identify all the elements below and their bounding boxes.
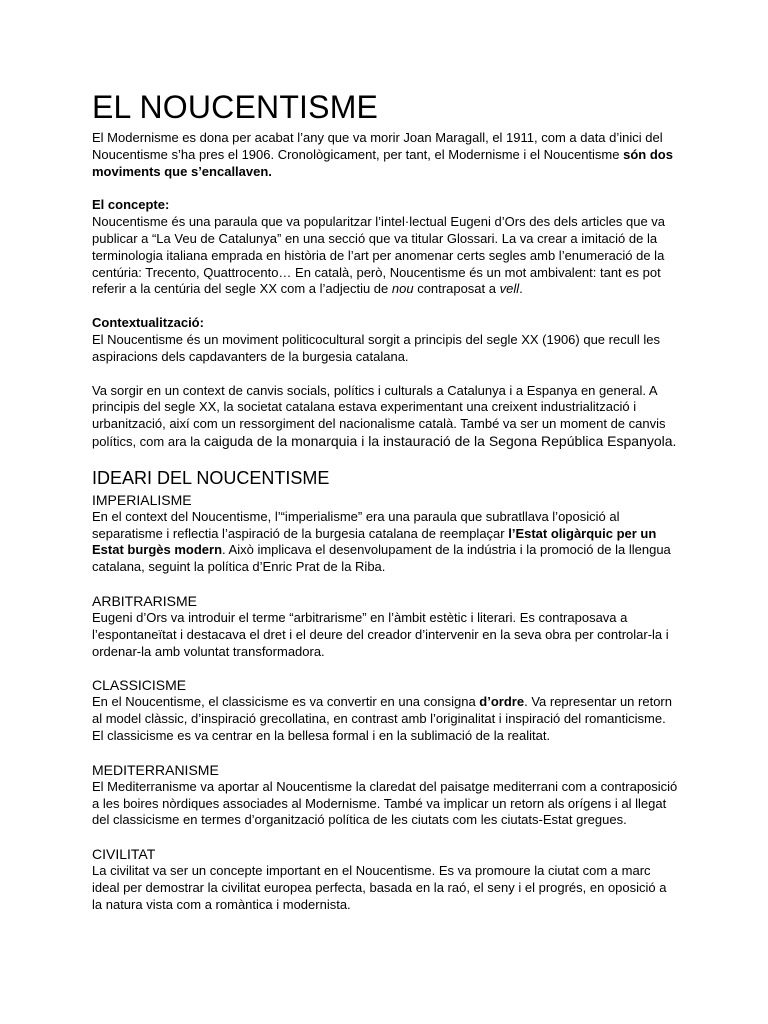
classicisme-text-1: En el Noucentisme, el classicisme es va convertir en una consigna — [92, 694, 480, 710]
concepte-italic-nou: nou — [391, 281, 414, 297]
civilitat-heading: CIVILITAT — [92, 846, 156, 863]
mediterranisme-paragraph: El Mediterranisme va aportar al Noucentisme la claredat del paisatge mediterrani com a contraposició a les boires nòrdiques associades al Modernisme. També va implicar un retorn als orígens i al llegat del classicisme en termes d’organització política de les ciutats com les ciutats-Estat gregues. — [92, 778, 678, 828]
imperialisme-heading: IMPERIALISME — [92, 491, 192, 508]
classicisme-bold-text: d’ordre — [479, 694, 525, 710]
imperialisme-text-2: . Això implicava el desenvolupament de la indústria i la promoció de la llengua catalana, seguint la política d’Enric Prat de la Riba. — [92, 542, 671, 575]
context-text-large: caiguda de la monarquia i la instauració de la Segona República Espanyola. — [204, 432, 677, 449]
arbitrarisme-paragraph: Eugeni d’Ors va introduir el terme “arbitrarisme” en l’àmbit estètic i literari. Es contraposava a l’espontaneïtat i destacava el dret i el deure del creador d’intervenir en la seva obra per controlar-la i ordenar-la amb voluntat transformadora. — [92, 609, 669, 659]
civilitat-paragraph: La civilitat va ser un concepte important en el Noucentisme. Es va promoure la ciutat com a marc ideal per demostrar la civilitat europea perfecta, basada en la raó, el seny i el progrés, en oposició a la natura vista com a romàntica i modernista. — [92, 863, 667, 912]
intro-text: El Modernisme es dona per acabat l’any que va morir Joan Maragall, el 1911, com a data d’inici del Noucentisme s’ha pres el 1906. Cronològicament, per tant, el Modernisme i el Noucentisme — [92, 130, 663, 162]
concepte-text-1: Noucentisme és una paraula que va popularitzar l’intel·lectual Eugeni d’Ors des dels articles que va publicar a “La Veu de Catalunya” en una secció que va titular Glossari. La va crear a imitació de la terminologia italiana emprada en història de l’art per anomenar certs segles amb l’enumeració de la centúria: Trecento, Quattrocento… En català, però, Noucentisme és un mot ambivalent: tant es pot referir a la centúria del segle XX com a l’adjectiu de — [92, 214, 666, 297]
ideari-heading: IDEARI DEL NOUCENTISME — [92, 467, 330, 488]
document-title: EL NOUCENTISME — [92, 89, 379, 125]
context-heading: Contextualització: — [92, 315, 204, 331]
intro-bold-text: són dos moviments que s’encallaven. — [92, 146, 673, 179]
arbitrarisme-heading: ARBITRARISME — [92, 592, 198, 609]
classicisme-paragraph — [92, 694, 678, 744]
concepte-italic-vell: vell — [499, 281, 520, 297]
concepte-heading: El concepte: — [92, 197, 170, 213]
imperialisme-bold-text: l’Estat oligàrquic per un Estat burgès modern — [92, 525, 657, 558]
imperialisme-text-1: En el context del Noucentisme, l’“imperialisme” era una paraula que subratllava l’oposició al separatisme i reflectia l’aspiració de la burgesia catalana de reemplaçar — [92, 508, 620, 541]
concepte-text-2: contraposat a — [413, 281, 500, 297]
classicisme-text-2: . Va representar un retorn al model clàssic, d’inspiració grecollatina, en contrast amb l’originalitat i inspiració del romanticisme. El classicisme es va centrar en la bellesa formal i en la sublimació de la realitat. — [92, 694, 672, 743]
concepte-paragraph — [92, 214, 678, 298]
context-paragraph-1: El Noucentisme és un moviment politicocultural sorgit a principis del segle XX (1906) que recull les aspiracions dels capdavanters de la burgesia catalana. — [92, 331, 660, 364]
imperialisme-paragraph — [92, 509, 678, 576]
context-text: Va sorgir en un context de canvis socials, polítics i culturals a Catalunya i a Espanya en general. A principis del segle XX, la societat catalana estava experimentant una creixent industrialització i urbanització, així com un ressorgiment del nacionalisme català. També va ser un moment de canvis polítics, com ara la — [92, 382, 666, 449]
concepte-text-3: . — [519, 281, 523, 297]
classicisme-heading: CLASSICISME — [92, 677, 187, 694]
mediterranisme-heading: MEDITERRANISME — [92, 761, 219, 778]
context-paragraph-2 — [92, 383, 678, 451]
intro-paragraph — [92, 130, 678, 180]
